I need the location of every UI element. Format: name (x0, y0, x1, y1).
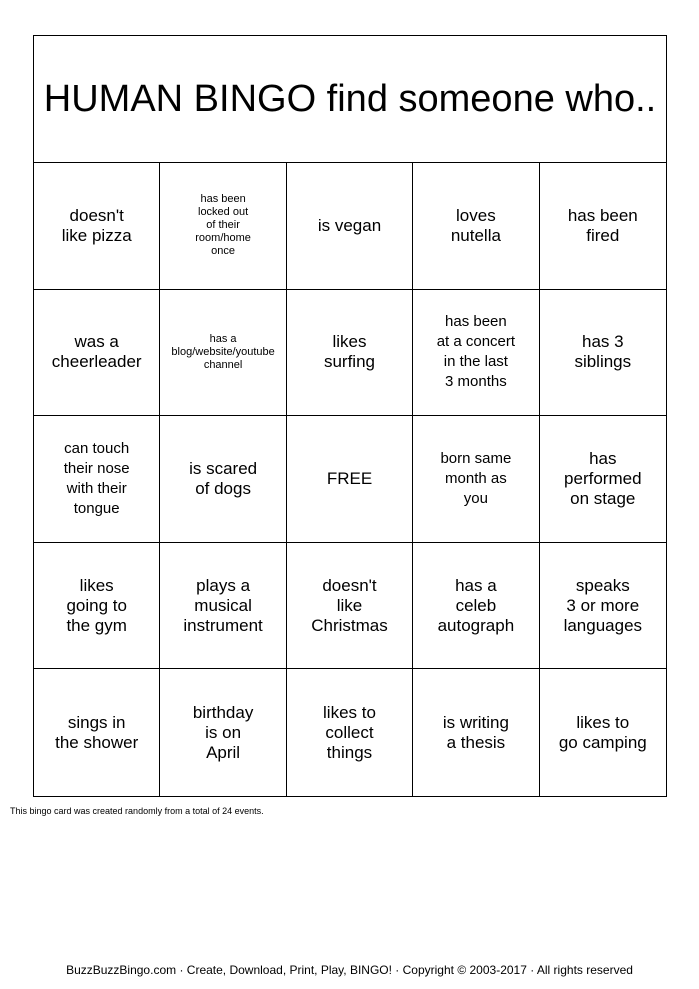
bingo-cell[interactable] (160, 669, 286, 796)
bingo-cell[interactable] (160, 163, 286, 290)
footer-copyright: BuzzBuzzBingo.com · Create, Download, Print, Play, BINGO! · Copyright © 2003-2017 · All rights reserved (66, 963, 633, 977)
bingo-cell[interactable] (287, 290, 413, 417)
cell-text: likes to go camping (558, 712, 647, 752)
bingo-cell[interactable] (287, 163, 413, 290)
card-title-box (34, 36, 666, 163)
bingo-cell[interactable] (413, 416, 539, 543)
cell-text: likes surfing (323, 332, 375, 372)
cell-text: was a cheerleader (51, 332, 142, 372)
bingo-cell[interactable] (160, 543, 286, 670)
bingo-cell[interactable] (34, 669, 160, 796)
cell-text: is vegan (317, 215, 382, 235)
cell-text: has performed on stage (564, 448, 642, 508)
bingo-cell[interactable] (160, 290, 286, 417)
cell-text: speaks 3 or more languages (563, 575, 643, 635)
cell-text: has 3 siblings (574, 332, 632, 372)
bingo-cell[interactable] (34, 290, 160, 417)
bingo-cell[interactable] (34, 416, 160, 543)
cell-text: is writing a thesis (442, 712, 509, 752)
bingo-cell[interactable] (34, 163, 160, 290)
cell-text: has a celeb autograph (437, 575, 515, 635)
bingo-cell[interactable] (540, 669, 666, 796)
bingo-cell[interactable] (540, 290, 666, 417)
cell-text: can touch their nose with their tongue (63, 439, 130, 517)
bingo-cell[interactable] (413, 290, 539, 417)
bingo-cell[interactable] (34, 543, 160, 670)
cell-text: born same month as you (440, 449, 512, 507)
cell-text: has been at a concert in the last 3 months (436, 313, 516, 391)
cell-text: FREE (326, 468, 373, 488)
bingo-cell[interactable] (287, 669, 413, 796)
card-title: HUMAN BINGO find someone who.. (43, 78, 657, 120)
bingo-cell[interactable] (413, 163, 539, 290)
cell-text: likes going to the gym (66, 575, 127, 635)
bingo-cell[interactable] (540, 543, 666, 670)
bingo-cell[interactable] (540, 416, 666, 543)
bingo-cell-free[interactable] (287, 416, 413, 543)
cell-text: doesn't like pizza (61, 205, 132, 245)
bingo-cell[interactable] (540, 163, 666, 290)
bingo-cell[interactable] (160, 416, 286, 543)
cell-text: birthday is on April (192, 702, 254, 762)
bingo-grid (34, 163, 666, 796)
bingo-card (33, 35, 667, 797)
cell-text: sings in the shower (55, 712, 139, 752)
cell-text: loves nutella (450, 205, 501, 245)
cell-text: doesn't like Christmas (311, 575, 388, 635)
bingo-cell[interactable] (413, 669, 539, 796)
bingo-cell[interactable] (413, 543, 539, 670)
cell-text: is scared of dogs (189, 458, 258, 498)
cell-text: has been fired (567, 205, 638, 245)
cell-text: has been locked out of their room/home once (195, 193, 251, 258)
cell-text: likes to collect things (323, 702, 376, 762)
cell-text: plays a musical instrument (183, 575, 263, 635)
card-note: This bingo card was created randomly from a total of 24 events. (10, 806, 264, 816)
bingo-cell[interactable] (287, 543, 413, 670)
cell-text: has a blog/website/youtube channel (171, 332, 275, 371)
